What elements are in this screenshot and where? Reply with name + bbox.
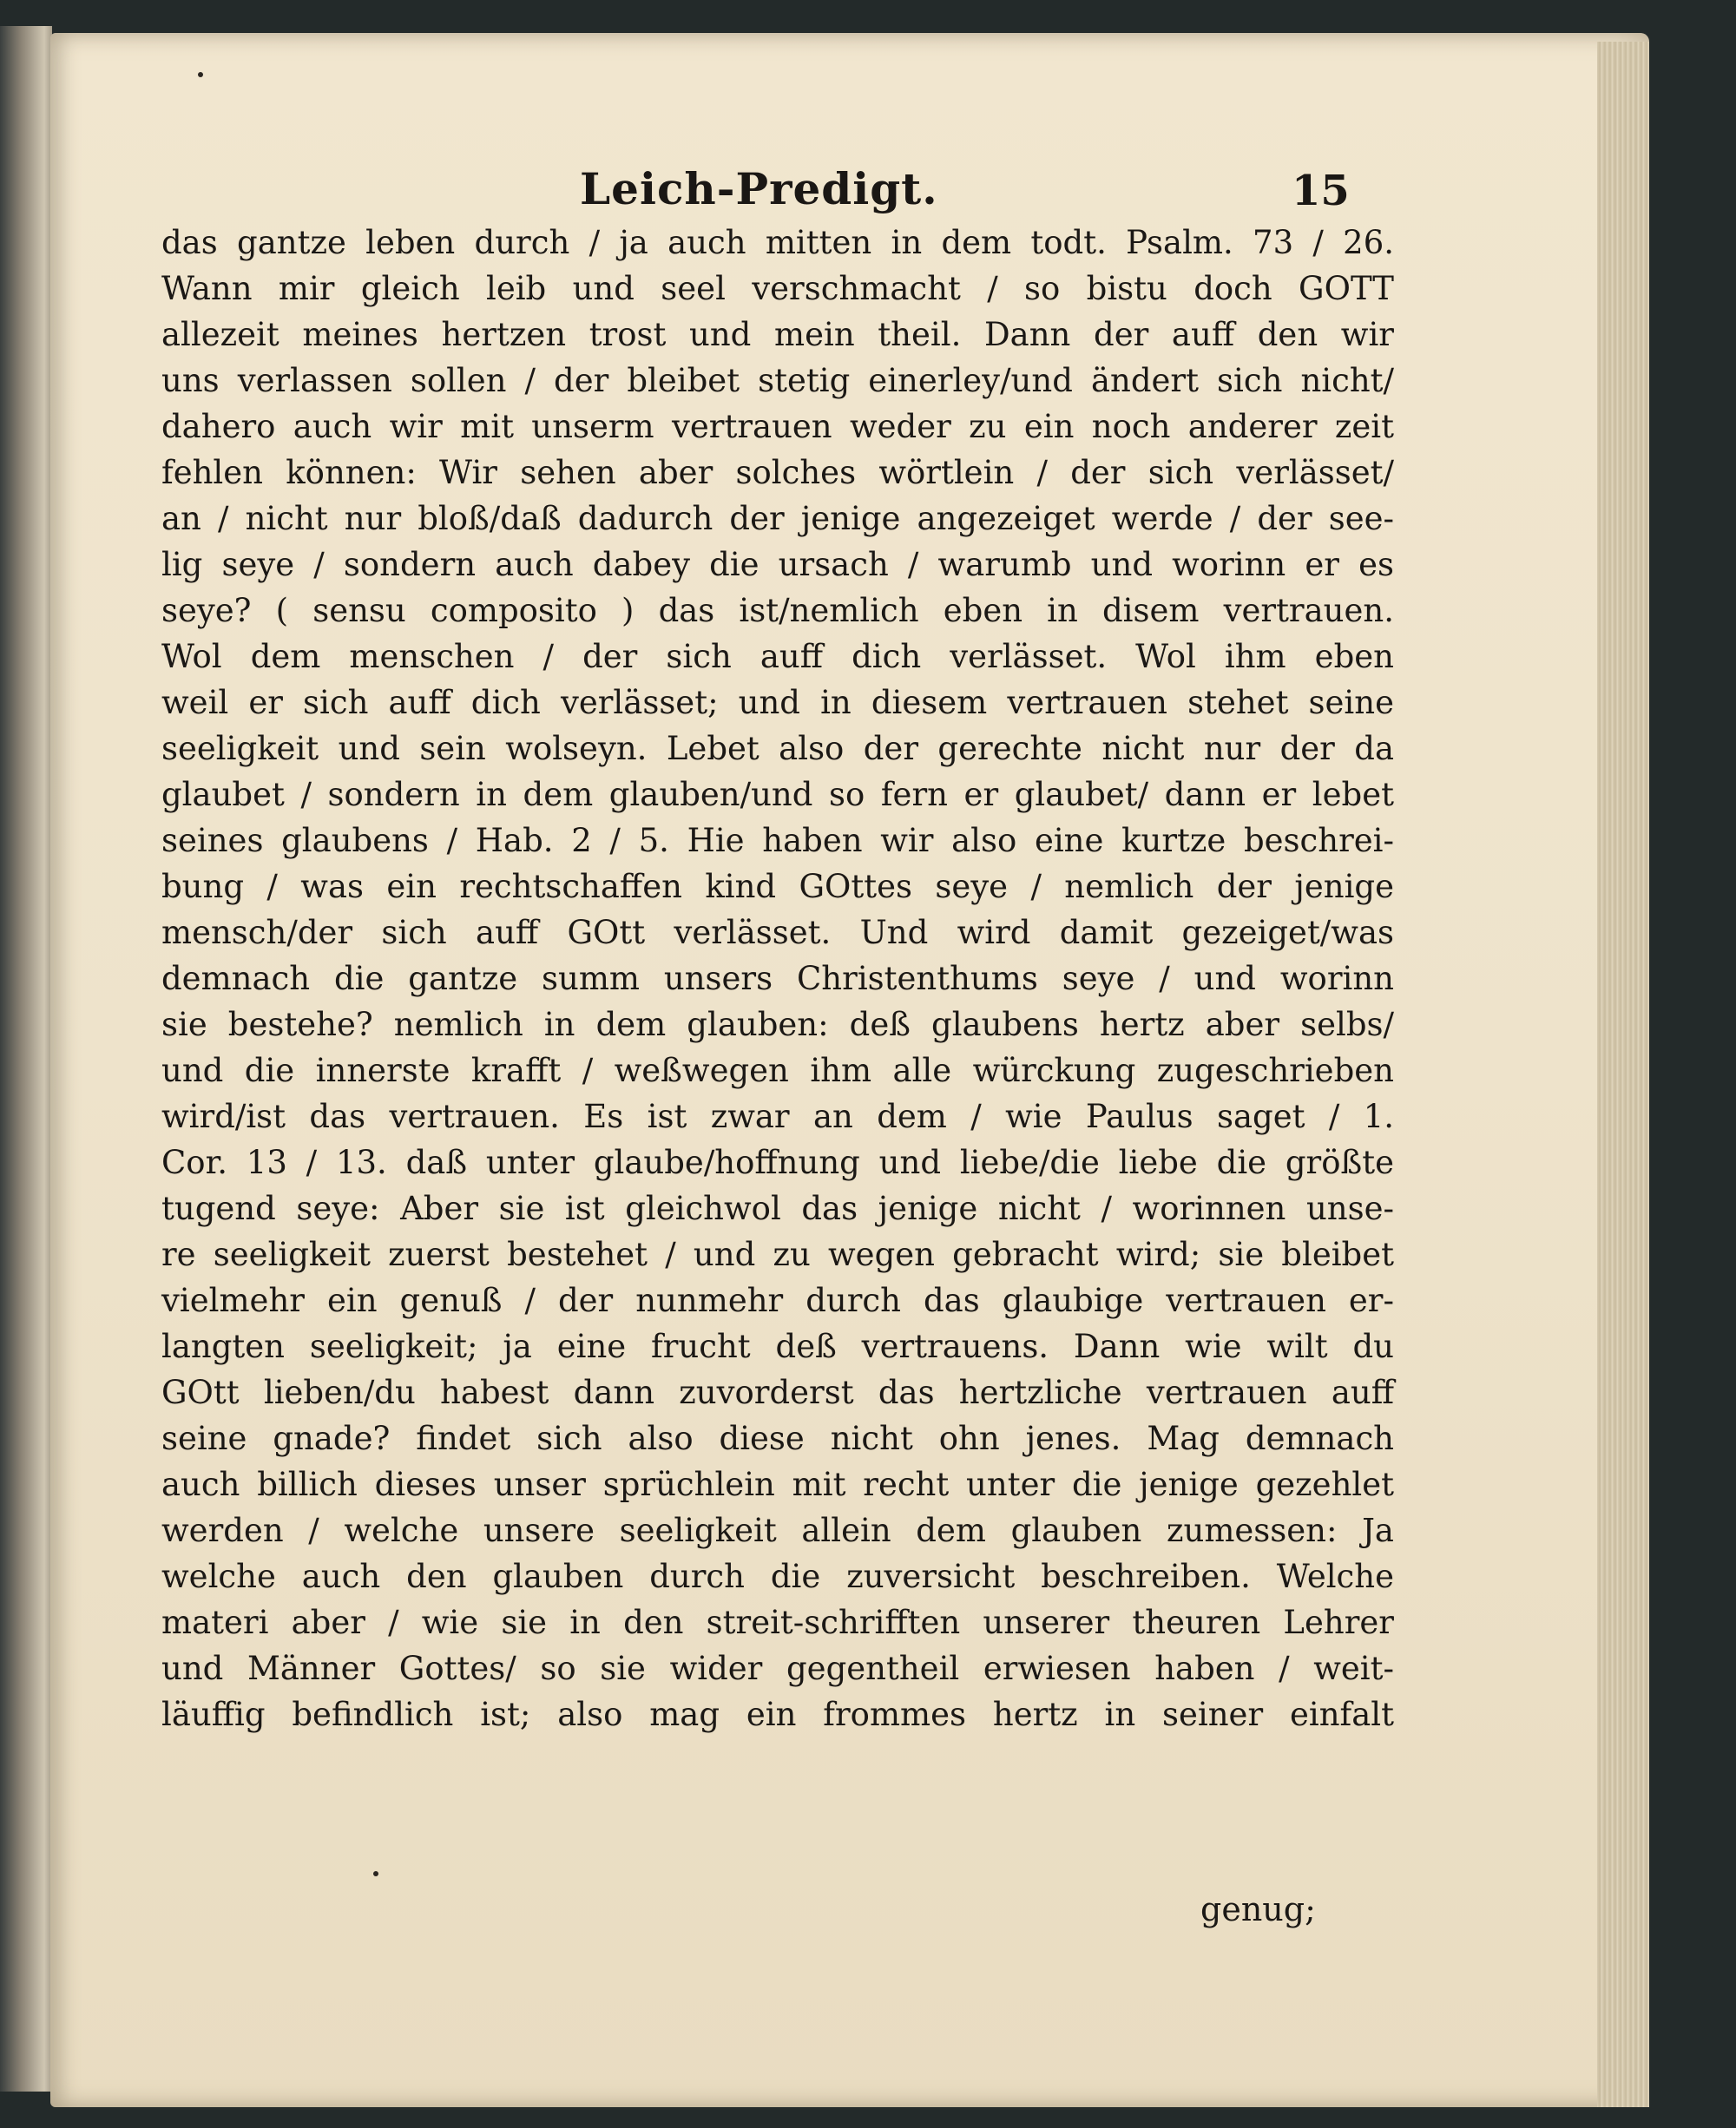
text-line: seye? ( sensu composito ) das ist/nemlich eben in disem vertrauen. xyxy=(161,592,1394,629)
text-line: und die innerste krafft / weßwegen ihm alle würckung zugeschrieben xyxy=(161,1052,1394,1089)
text-line: uns verlassen sollen / der bleibet stetig einerley/und ändert sich nicht/ xyxy=(161,362,1394,399)
text-line: materi aber / wie sie in den streit-schrifften unserer theuren Lehrer xyxy=(161,1604,1394,1641)
text-line: wird/ist das vertrauen. Es ist zwar an dem / wie Paulus saget / 1. xyxy=(161,1098,1394,1135)
text-line: und Männer Gottes/ so sie wider gegentheil erwiesen haben / weit- xyxy=(161,1650,1394,1687)
text-line: seine gnade? findet sich also diese nicht ohn jenes. Mag demnach xyxy=(161,1420,1394,1457)
text-line: lig seye / sondern auch dabey die ursach / warumb und worinn er es xyxy=(161,546,1394,583)
text-line: Wol dem menschen / der sich auff dich verlässet. Wol ihm eben xyxy=(161,638,1394,675)
ink-speck xyxy=(373,1871,378,1876)
book-page xyxy=(50,33,1649,2107)
text-line: sie bestehe? nemlich in dem glauben: deß glaubens hertz aber selbs/ xyxy=(161,1006,1394,1043)
ink-speck xyxy=(198,72,203,77)
text-line: welche auch den glauben durch die zuversicht beschreiben. Welche xyxy=(161,1558,1394,1595)
page-number: 15 xyxy=(1292,167,1350,215)
text-line: vielmehr ein genuß / der nunmehr durch das glaubige vertrauen er- xyxy=(161,1282,1394,1319)
text-line: dahero auch wir mit unserm vertrauen weder zu ein noch anderer zeit xyxy=(161,408,1394,445)
text-line: an / nicht nur bloß/daß dadurch der jenige angezeiget werde / der see- xyxy=(161,500,1394,537)
text-line: das gantze leben durch / ja auch mitten in dem todt. Psalm. 73 / 26. xyxy=(161,224,1394,261)
text-line: langten seeligkeit; ja eine frucht deß vertrauens. Dann wie wilt du xyxy=(161,1328,1394,1365)
text-line: Wann mir gleich leib und seel verschmacht / so bistu doch GOTT xyxy=(161,270,1394,307)
text-line: läuffig befindlich ist; also mag ein frommes hertz in seiner einfalt xyxy=(161,1696,1394,1733)
text-line: seeligkeit und sein wolseyn. Lebet also der gerechte nicht nur der da xyxy=(161,730,1394,767)
body-text xyxy=(161,220,1394,1737)
catchword: genug; xyxy=(1200,1890,1316,1928)
text-line: allezeit meines hertzen trost und mein theil. Dann der auff den wir xyxy=(161,316,1394,353)
text-line: Cor. 13 / 13. daß unter glaube/hoffnung und liebe/die liebe die größte xyxy=(161,1144,1394,1181)
text-line: auch billich dieses unser sprüchlein mit recht unter die jenige gezehlet xyxy=(161,1466,1394,1503)
text-line: seines glaubens / Hab. 2 / 5. Hie haben wir also eine kurtze beschrei- xyxy=(161,822,1394,859)
text-line: weil er sich auff dich verlässet; und in diesem vertrauen stehet seine xyxy=(161,684,1394,721)
text-line: fehlen können: Wir sehen aber solches wörtlein / der sich verlässet/ xyxy=(161,454,1394,491)
running-head: Leich-Predigt. xyxy=(580,163,938,214)
text-line: tugend seye: Aber sie ist gleichwol das jenige nicht / worinnen unse- xyxy=(161,1190,1394,1227)
text-line: re seeligkeit zuerst bestehet / und zu wegen gebracht wird; sie bleibet xyxy=(161,1236,1394,1273)
page-edges xyxy=(1597,42,1649,2107)
adjacent-page-edge xyxy=(0,26,52,2092)
text-line: GOtt lieben/du habest dann zuvorderst das hertzliche vertrauen auff xyxy=(161,1374,1394,1411)
text-line: glaubet / sondern in dem glauben/und so fern er glaubet/ dann er lebet xyxy=(161,776,1394,813)
text-line: werden / welche unsere seeligkeit allein dem glauben zumessen: Ja xyxy=(161,1512,1394,1549)
text-line: mensch/der sich auff GOtt verlässet. Und wird damit gezeiget/was xyxy=(161,914,1394,951)
text-line: demnach die gantze summ unsers Christenthums seye / und worinn xyxy=(161,960,1394,997)
text-line: bung / was ein rechtschaffen kind GOttes seye / nemlich der jenige xyxy=(161,868,1394,905)
